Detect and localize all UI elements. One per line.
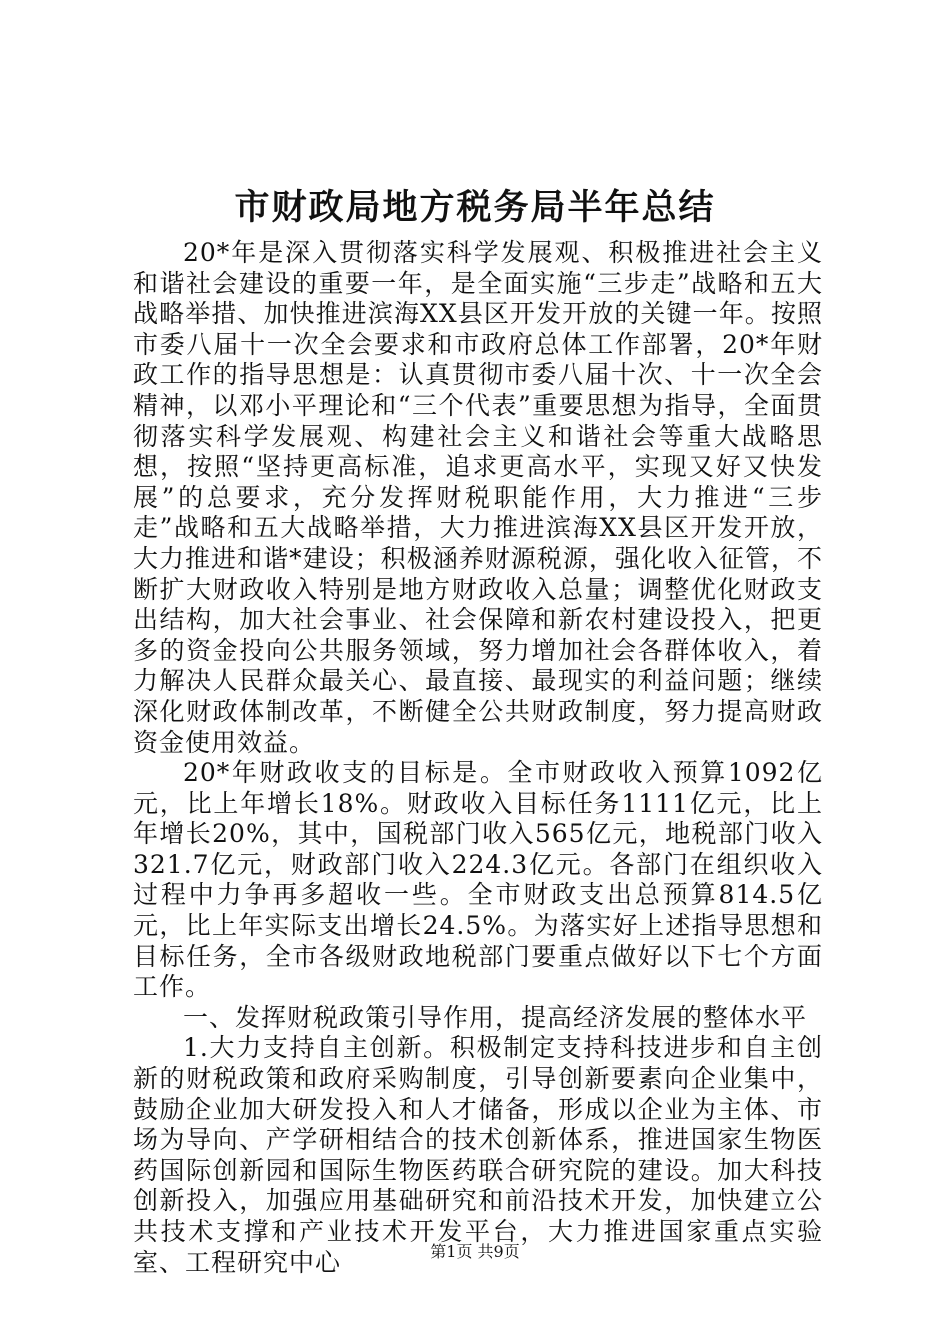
paragraph-1: 20*年是深入贯彻落实科学发展观、积极推进社会主义和谐社会建设的重要一年，是全面实施“三步走”战略和五大战略举措、加快推进滨海XX县区开发开放的关键一年。按照市委八届十一次全会要求和市政府总体工作部署，20*年财政工作的指导思想是：认真贯彻市委八届十次、十一次全会精神，以邓小平理论和“三个代表”重要思想为指导，全面贯彻落实科学发展观、构建社会主义和谐社会等重大战略思想，按照“坚持更高标准，追求更高水平，实现又好又快发展”的总要求，充分发挥财税职能作用，大力推进“三步走”战略和五大战略举措，大力推进滨海XX县区开发开放，大力推进和谐*建设；积极涵养财源税源，强化收入征管，不断扩大财政收入特别是地方财政收入总量；调整优化财政支出结构，加大社会事业、社会保障和新农村建设投入，把更多的资金投向公共服务领域，努力增加社会各群体收入，着力解决人民群众最关心、最直接、最现实的利益问题；继续深化财政体制改革，不断健全公共财政制度，努力提高财政资金使用效益。 bbox=[133, 238, 823, 757]
paragraph-2: 20*年财政收支的目标是。全市财政收入预算1092亿元，比上年增长18%。财政收入目标任务1111亿元，比上年增长20%，其中，国税部门收入565亿元，地税部门收入321.7亿元，财政部门收入224.3亿元。各部门在组织收入过程中力争再多超收一些。全市财政支出总预算814.5亿元，比上年实际支出增长24.5%。为落实好上述指导思想和目标任务，全市各级财政地税部门要重点做好以下七个方面工作。 bbox=[133, 758, 823, 1002]
document-title: 市财政局地方税务局半年总结 bbox=[234, 187, 716, 228]
page-number-footer: 第1页 共9页 bbox=[430, 1242, 520, 1261]
section-heading-1: 一、发挥财税政策引导作用，提高经济发展的整体水平 bbox=[183, 1002, 808, 1032]
document-body bbox=[133, 238, 823, 1278]
paragraph-3: 1.大力支持自主创新。积极制定支持科技进步和自主创新的财税政策和政府采购制度，引导创新要素向企业集中，鼓励企业加大研发投入和人才储备，形成以企业为主体、市场为导向、产学研相结合的技术创新体系，推进国家生物医药国际创新园和国际生物医药联合研究院的建设。加大科技创新投入，加强应用基础研究和前沿技术开发，加快建立公共技术支撑和产业技术开发平台，大力推进国家重点实验室、工程研究中心 bbox=[133, 1033, 823, 1277]
